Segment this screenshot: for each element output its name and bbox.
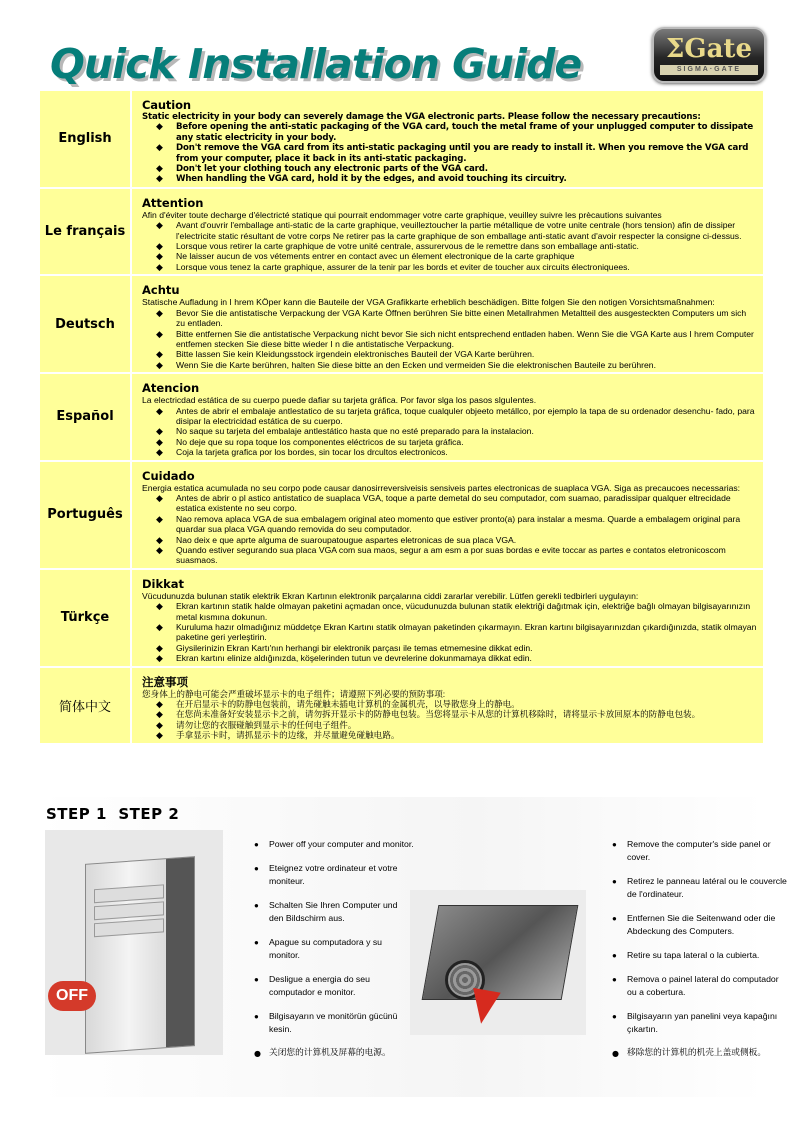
precaution-item: ◆ Ekran kartını elinize aldığınızda, köşelerinden tutun ve devrelerine dokunmamaya dikkat edin. — [156, 653, 757, 663]
section-row — [40, 374, 763, 459]
section-intro: Vücudunuzda bulunan statik elektrik Ekran Kartının elektronik parçalarına ciddi zararlar verebilir. Lütfen gerekli tedbirleri uygulayın: — [142, 590, 639, 601]
section-body — [132, 668, 763, 743]
step-instruction: ● Desligue a energia do seu computador e monitor. — [254, 973, 414, 999]
precaution-item: ◆ Kuruluma hazır olmadığınız müddetçe Ekran Kartını statik olmayan paketinden çıkarmayın. Ekran kartını bilgisayarınızdan çıkardığınızda, statik olmayan paketine geri yerleştirin. — [156, 622, 757, 643]
section-body — [132, 374, 763, 459]
section-row — [40, 189, 763, 274]
precaution-item: ◆ Bitte lassen Sie kein Kleidungsstock irgendein elektronisches Bauteil der VGA Karte berühren. — [156, 349, 757, 359]
logo-subtitle: SIGMA·GATE — [660, 65, 758, 75]
step-instruction: ● Power off your computer and monitor. — [254, 838, 414, 851]
precaution-item: ◆ When handling the VGA card, hold it by the edges, and avoid touching its circuitry. — [156, 174, 757, 184]
section-intro: Afin d'éviter toute decharge d'électricté statique qui pourrait endommager votre carte graphique, veuilley suivre les prècautions suivantes — [142, 209, 662, 220]
section-heading: Dikkat — [142, 576, 185, 591]
step-instruction: ● Retire su tapa lateral o la cubierta. — [612, 949, 787, 962]
step-instruction: ● Bilgisayarın ve monitörün gücünü kesin. — [254, 1010, 414, 1036]
precaution-item: ◆ Don't let your clothing touch any electronic parts of the VGA card. — [156, 164, 757, 174]
precaution-item: ◆ Bevor Sie die antistatische Verpackung der VGA Karte Öffnen berühren Sie bitte einen Metallrahmen Metaltteil des ausgesteckten Computers um sich zu entladen. — [156, 308, 757, 329]
section-row — [40, 462, 763, 568]
section-heading: Attention — [142, 195, 204, 210]
precaution-item: ◆ Coja la tarjeta grafica por los bordes, sin tocar los drcultos electronicos. — [156, 447, 757, 457]
computer-tower-image — [45, 830, 223, 1055]
step-instruction: ● Apague su computadora y su monitor. — [254, 936, 414, 962]
language-label: Türkçe — [40, 570, 130, 666]
power-off-badge: OFF — [48, 981, 96, 1011]
section-body — [132, 91, 763, 187]
step-instruction: ● Entfernen Sie die Seitenwand oder die Abdeckung des Computers. — [612, 912, 787, 938]
step-instruction: ● Eteignez votre ordinateur et votre moniteur. — [254, 862, 414, 888]
step-instruction: ● Retirez le panneau latéral ou le couvercle de l'ordinateur. — [612, 875, 787, 901]
language-label: English — [40, 91, 130, 187]
page-title: Quick Installation Guide — [50, 40, 582, 88]
section-row — [40, 91, 763, 187]
precaution-item: ◆ Giysilerinizin Ekran Kartı'nın herhangi bir elektronik parçası ile temas etmemesine dikkat edin. — [156, 643, 757, 653]
section-intro: Energia estatica acumulada no seu corpo pode causar danosirreversiveisis sensiveis partes electronicas de suaplaca VGA. Siga as precaucoes necessarias: — [142, 482, 741, 493]
arrow-down-icon — [467, 988, 500, 1026]
precaution-item: ◆ Nao deix e que aprte alguma de suaroupatougue aspartes eletronicas de sua placa VGA. — [156, 535, 757, 545]
precaution-item: ◆ No deje que su ropa toque los componentes eléctricos de su tarjeta gráfica. — [156, 437, 757, 447]
step-instruction: ● Schalten Sie Ihren Computer und den Bildschirm aus. — [254, 899, 414, 925]
language-label: Português — [40, 462, 130, 568]
language-label: Español — [40, 374, 130, 459]
precaution-item: ◆ Quando estiver segurando sua placa VGA com sua maos, segur a am esm a por suas bordas e evite toccar as partes e contatos eletronicoscom suasmaos. — [156, 545, 757, 566]
logo-name: ΣGate — [666, 34, 752, 64]
precaution-item: ◆ Ekran kartının statik halde olmayan paketini açmadan once, vücudunuzda bulunan statik elektriği dağıtmak için, elektriğe bağlı olmayan bilgisayarınızın metal kısmına dokunun. — [156, 601, 757, 622]
precaution-item: ◆ Ne laisser aucun de vos vétements entrer en contact avec un élement electronique de la carte graphique — [156, 251, 757, 261]
precaution-item: ◆ 在开启显示卡的防静电包装前，请先碰触未插电计算机的金属机壳，以导散您身上的静电。 — [156, 699, 757, 709]
section-body — [132, 276, 763, 372]
language-label: 简体中文 — [40, 668, 130, 743]
precaution-item: ◆ Antes de abrir el embalaje antlestatico de su tarjeta gráfica, toque cualquler objeeto metállco, por ejemplo la tapa de su ordenador desenchu- fado, para disipar la electricidad estática de su cuerpo. — [156, 406, 757, 427]
precaution-item: ◆ 在您尚未准备好安装显示卡之前，请勿拆开显示卡的防静电包装。当您将显示卡从您的计算机移除时，请将显示卡放回原本的防静电包装。 — [156, 709, 757, 719]
precaution-item: ◆ Antes de abrir o pl astico antistatico de suaplaca VGA, toque a parte demetal do seu computador, com suamao, paradissipar qualquer eltrecidade estatica existente no seu corpo. — [156, 493, 757, 514]
section-row — [40, 276, 763, 372]
section-body — [132, 462, 763, 568]
language-label: Deutsch — [40, 276, 130, 372]
step-instruction: ● Bilgisayarın yan panelini veya kapağını çıkartın. — [612, 1010, 787, 1036]
section-row — [40, 570, 763, 666]
section-intro: La electricdad estática de su cuerpo puede dafiar su tarjeta gráfica. Por favor slga los pasos slguIentes. — [142, 395, 537, 406]
open-case-image — [410, 890, 586, 1035]
sigma-gate-logo — [652, 27, 766, 83]
precaution-item: ◆ 请勿让您的衣服碰触到显示卡的任何电子组件。 — [156, 720, 757, 730]
section-row — [40, 668, 763, 743]
section-intro: 您身体上的静电可能会严重破坏显示卡的电子组件；请遵照下列必要的预防事项: — [142, 688, 446, 699]
section-heading: Atencion — [142, 381, 200, 396]
section-intro: Statische Aufladung in I hrem KÖper kann die Bauteile der VGA Grafikkarte erheblich beschädigen. Bitte folgen Sie den notigen Vorsichtsmaßnahmen: — [142, 297, 715, 308]
section-body — [132, 570, 763, 666]
step-instruction: ● 关闭您的计算机及屏幕的电源。 — [254, 1047, 414, 1060]
steps-heading: STEP 1 STEP 2 — [46, 805, 180, 823]
tower-illustration — [85, 856, 195, 1054]
step-instruction: ● Remove the computer's side panel or cover. — [612, 838, 787, 864]
precaution-item: ◆ Before opening the anti-static packaging of the VGA card, touch the metal frame of your unplugged computer to dissipate any static electricity in your body. — [156, 122, 757, 143]
precaution-item: ◆ Lorsque vous tenez la carte graphique, assurer de la tenir par les bords et eviter de toucher aux circuits électroniquees. — [156, 262, 757, 272]
section-heading: Caution — [142, 98, 191, 112]
precautions-table — [38, 89, 765, 745]
section-intro: Static electricity in your body can severely damage the VGA electronic parts. Please follow the necessary precautions: — [142, 112, 701, 122]
precaution-item: ◆ Bitte entfernen Sie die antistatische Verpackung nicht bevor Sie sich nicht entsprechend entladen haben. Wenn Sie die VGA Karte aus I hrem Computer entfemen stecken Sie diese bitte wieder I n die antistatische Verpackung. — [156, 329, 757, 350]
step1-list — [254, 838, 414, 1071]
precaution-item: ◆ Lorsque vous retirer la carte graphique de votre unité centrale, assurervous de le remettre dans son emballage anti-static. — [156, 241, 757, 251]
section-heading: 注意事项 — [142, 674, 188, 689]
precaution-item: ◆ Wenn Sie die Karte berühren, halten Sie diese bitte an den Ecken und vermeiden Sie die elektronischen Bauteile zu berühren. — [156, 360, 757, 370]
section-body — [132, 189, 763, 274]
precaution-item: ◆ No saque su tarjeta del embalaje antlestático hasta que no esté preparado para la instalacion. — [156, 426, 757, 436]
step2-list — [612, 838, 787, 1071]
step-instruction: ● 移除您的计算机的机壳上盖或侧板。 — [612, 1047, 787, 1060]
section-heading: Achtu — [142, 283, 180, 298]
precaution-item: ◆ Nao remova aplaca VGA de sua embalagem original ateo momento que estiver pronto(a) para instalar a mesma. Quarde a embalagem original para quardar sua placa VGA quando removida do seu computador. — [156, 514, 757, 535]
precaution-item: ◆ 手拿显示卡时，请抓显示卡的边缘，并尽量避免碰触电路。 — [156, 730, 757, 740]
language-label: Le français — [40, 189, 130, 274]
precaution-item: ◆ Avant d'ouvrir l'emballage anti-static de la carte graphique, veuilleztoucher la partie métallique de votre unite centrale (hors tension) afin de dissiper l'electricite static résultant de votre corps Ne retirer pas la carte graphique de son emballage anti-static avant d'avoir respecter la consigne ci-dessus. — [156, 220, 757, 241]
precaution-item: ◆ Don't remove the VGA card from its anti-static packaging until you are ready to install it. When you remove the VGA card from your computer, place it back in its anti-static packaging. — [156, 143, 757, 164]
step-instruction: ● Remova o painel lateral do computador ou a cobertura. — [612, 973, 787, 999]
section-heading: Cuidado — [142, 468, 195, 483]
